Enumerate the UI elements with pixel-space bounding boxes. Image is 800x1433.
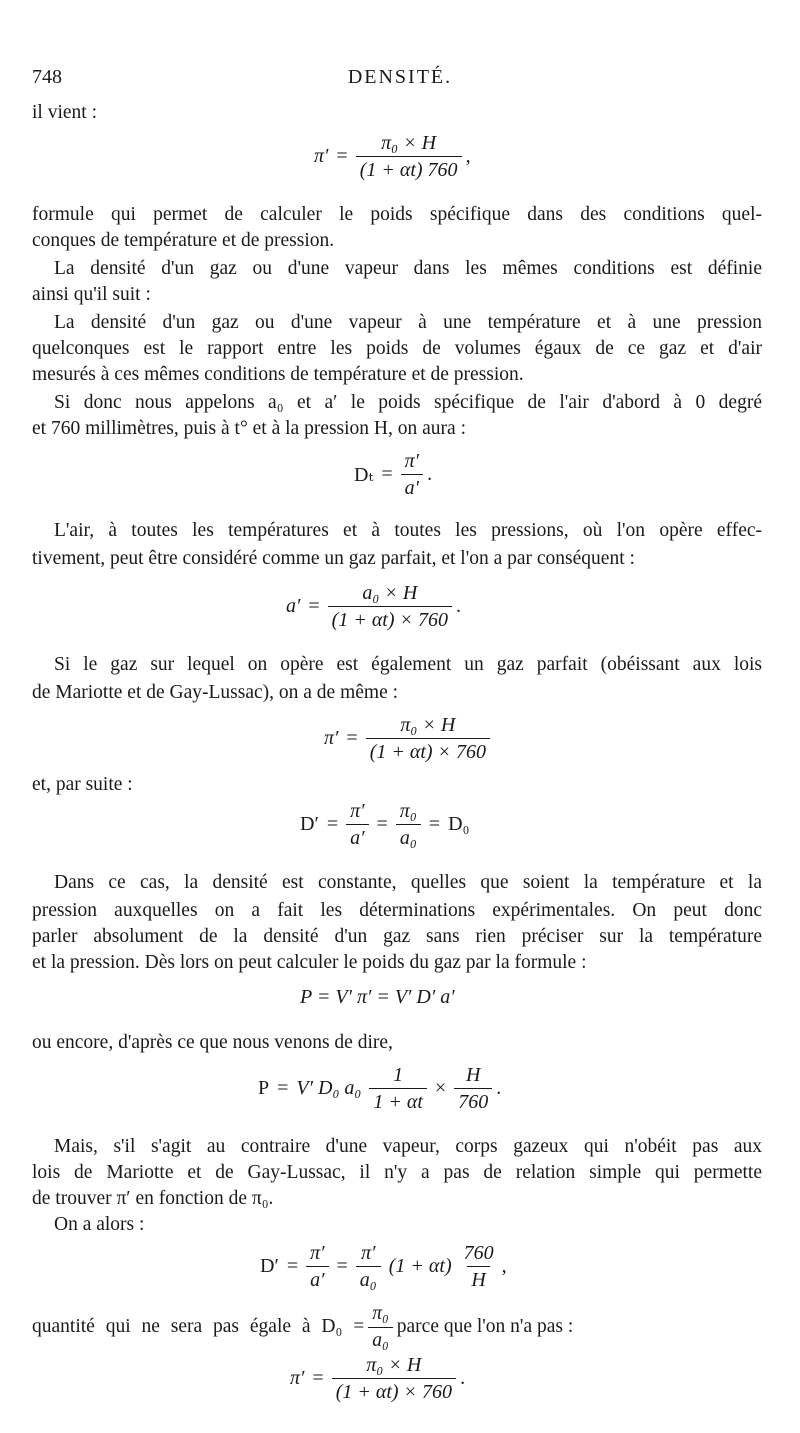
eq-sign: = — [376, 813, 388, 835]
numerator: 760 — [463, 1242, 494, 1264]
fraction — [328, 582, 452, 631]
denominator: a′ — [306, 1266, 328, 1291]
fraction — [306, 1242, 328, 1291]
numerator: π′ — [404, 450, 420, 472]
denominator: H — [467, 1266, 489, 1291]
text-segment: parce que l'on n'a pas : — [396, 1316, 574, 1337]
equation-density-constant — [0, 798, 800, 858]
fraction — [366, 714, 490, 763]
denominator: a′ — [346, 824, 368, 849]
fraction — [346, 800, 368, 849]
fraction — [356, 1242, 381, 1291]
denominator: 760 — [454, 1088, 492, 1113]
eq-lhs: Dₜ — [354, 464, 374, 486]
equation-gas-specific-weight — [0, 712, 800, 772]
numerator: π₀ — [399, 800, 417, 822]
denominator: a₀ — [356, 1266, 381, 1291]
denominator: 1 + αt — [369, 1088, 427, 1113]
eq-punct: , — [501, 1255, 507, 1277]
text-line: Dans ce cas, la densité est constante, quelles que soient la température et la — [54, 872, 762, 893]
text-line: de Mariotte et de Gay-Lussac), on a de même : — [32, 682, 399, 703]
denominator: (1 + αt) × 760 — [366, 738, 490, 763]
numerator: π₀ × H — [366, 1354, 422, 1376]
eq-lhs: P — [258, 1077, 270, 1099]
eq-punct: . — [456, 595, 462, 617]
fraction — [369, 1064, 427, 1113]
text-line: et la pression. Dès lors on peut calculer le poids du gaz par la formule : — [32, 952, 587, 973]
eq-sign: = — [286, 1255, 299, 1277]
numerator: 1 — [393, 1064, 404, 1086]
eq-sign: = — [346, 727, 358, 749]
text-line: parler absolument de la densité d'un gaz sans rien préciser sur la température — [32, 926, 762, 947]
text-line: et, par suite : — [32, 774, 133, 795]
numerator: π₀ — [372, 1302, 389, 1324]
fraction — [401, 450, 423, 499]
text-line: Mais, s'il s'agit au contraire d'une vapeur, corps gazeux qui n'obéit pas aux — [54, 1136, 762, 1157]
text-line: quelconques est le rapport entre les poids de volumes égaux de ce gaz et d'air — [32, 338, 762, 359]
page-header — [32, 66, 768, 90]
text-segment: quantité qui ne sera pas égale à D₀ = — [32, 1316, 365, 1337]
eq-punct: . — [496, 1077, 502, 1099]
eq-lhs: D′ — [300, 813, 319, 835]
numerator: π′ — [310, 1242, 325, 1264]
numerator: H — [465, 1064, 481, 1086]
eq-lhs: π′ — [324, 727, 339, 749]
eq-sign: = — [308, 595, 320, 617]
equation-not-equal-condition — [0, 1352, 800, 1412]
numerator: a₀ × H — [362, 582, 418, 604]
eq-punct: , — [465, 145, 471, 167]
fraction — [454, 1064, 492, 1113]
text-line: Si donc nous appelons a₀ et a′ le poids spécifique de l'air d'abord à 0 degré — [54, 392, 762, 413]
eq-sign: = — [336, 145, 348, 167]
eq-lhs: D′ — [260, 1255, 279, 1277]
text-line: et 760 millimètres, puis à t° et à la pression H, on aura : — [32, 418, 466, 439]
eq-factor: V′ D₀ a₀ — [296, 1077, 362, 1099]
eq-lhs: π′ — [314, 145, 329, 167]
fraction — [460, 1242, 498, 1291]
text-line: lois de Mariotte et de Gay-Lussac, il n'y a pas de relation simple qui permette — [32, 1162, 762, 1183]
text-line: conques de température et de pression. — [32, 230, 335, 251]
eq-sign: = — [312, 1367, 324, 1389]
eq-times: × — [434, 1077, 447, 1099]
text-line: ainsi qu'il suit : — [32, 284, 151, 305]
denominator: a₀ — [396, 824, 421, 849]
text-line: de trouver π′ en fonction de π₀. — [32, 1188, 274, 1209]
text-line: On a alors : — [54, 1214, 145, 1235]
fraction — [332, 1354, 456, 1403]
equation-density-t — [0, 448, 800, 508]
text-line: il vient : — [32, 102, 97, 123]
denominator: (1 + αt) × 760 — [332, 1378, 456, 1403]
numerator: π₀ × H — [400, 714, 456, 736]
text-line-with-fraction — [32, 1302, 762, 1352]
text-line: mesurés à ces mêmes conditions de température et de pression. — [32, 364, 524, 385]
text-line: Si le gaz sur lequel on opère est également un gaz parfait (obéissant aux lois — [54, 654, 762, 675]
eq-sign: = — [277, 1077, 289, 1099]
eq-lhs: π′ — [290, 1367, 305, 1389]
eq-punct: . — [427, 463, 433, 485]
eq-sign: = — [381, 463, 393, 485]
text-line: pression auxquelles on a fait les déterminations expérimentales. On peut donc — [32, 900, 762, 921]
inline-fraction — [368, 1303, 393, 1352]
denominator: (1 + αt) × 760 — [328, 606, 452, 631]
fraction — [396, 800, 421, 849]
eq-sign: = — [336, 1255, 348, 1277]
text-line: L'air, à toutes les températures et à toutes les pressions, où l'on opère effec- — [54, 520, 762, 541]
eq-sign: = — [326, 813, 339, 835]
numerator: π′ — [361, 1242, 376, 1264]
fraction — [356, 132, 462, 181]
equation-vapor-density — [0, 1240, 800, 1300]
numerator: π₀ × H — [381, 132, 437, 154]
running-title: DENSITÉ. — [347, 66, 453, 88]
denominator: a′ — [401, 474, 423, 499]
eq-rhs: D₀ — [448, 813, 470, 835]
equation-pi-prime — [0, 128, 800, 188]
page-number: 748 — [32, 66, 62, 88]
eq-lhs: a′ — [286, 595, 301, 617]
denominator: a₀ — [368, 1327, 393, 1352]
eq-punct: . — [460, 1367, 466, 1389]
equation-weight-formula — [0, 984, 800, 1018]
text-line: ou encore, d'après ce que nous venons de dire, — [32, 1032, 393, 1053]
equation-air-specific-weight — [0, 580, 800, 640]
numerator: π′ — [350, 800, 365, 822]
text-line: tivement, peut être considéré comme un gaz parfait, et l'on a par conséquent : — [32, 548, 635, 569]
text-line: La densité d'un gaz ou d'une vapeur à une température et à une pression — [54, 312, 762, 333]
eq-text: P = V′ π′ = V′ D′ a′ — [300, 986, 455, 1008]
equation-weight-expanded — [0, 1062, 800, 1122]
text-line: La densité d'un gaz ou d'une vapeur dans les mêmes conditions est définie — [54, 258, 762, 279]
eq-factor: (1 + αt) — [388, 1255, 452, 1277]
text-line: formule qui permet de calculer le poids spécifique dans des conditions quel- — [32, 204, 762, 225]
eq-sign: = — [428, 813, 441, 835]
denominator: (1 + αt) 760 — [356, 156, 462, 181]
